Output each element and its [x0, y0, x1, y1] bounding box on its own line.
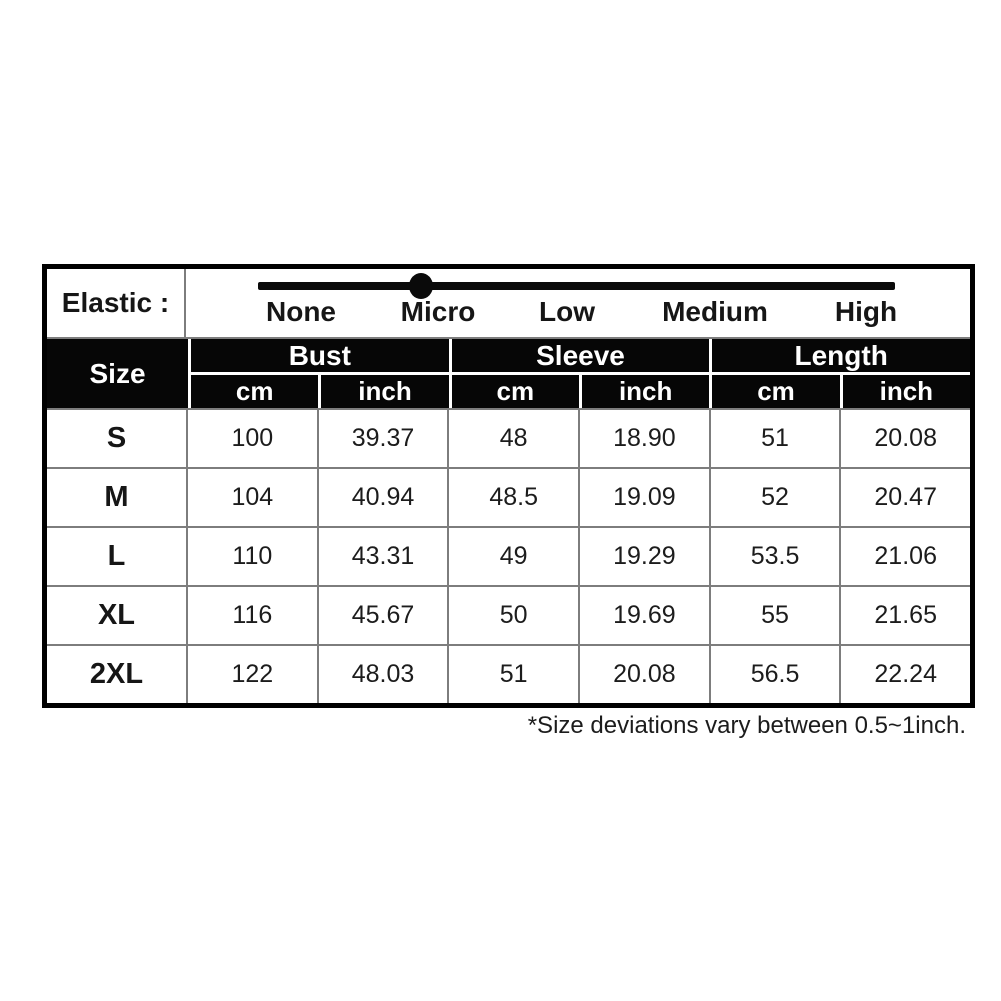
table-row: [47, 644, 970, 703]
value-cell: 19.09: [580, 469, 711, 526]
size-cell: L: [47, 528, 188, 585]
elastic-level-medium: Medium: [662, 296, 768, 327]
elastic-level-low: Low: [539, 296, 595, 327]
footnote: *Size deviations vary between 0.5~1inch.: [527, 712, 966, 739]
elastic-slider: [186, 269, 970, 337]
value-cell: 43.31: [319, 528, 450, 585]
value-cell: 19.29: [580, 528, 711, 585]
value-cell: 22.24: [874, 660, 937, 688]
size-header: Size: [47, 339, 188, 408]
value-cell: 56.5: [711, 646, 842, 703]
elastic-level-micro: Micro: [400, 296, 476, 327]
value-cell: 110: [188, 528, 319, 585]
table-row: [47, 467, 970, 526]
value-cell: 50: [449, 587, 580, 644]
length-header: Length: [712, 339, 970, 372]
value-cell: 48: [449, 410, 580, 467]
value-cell: 21.65: [874, 601, 937, 629]
size-cell: XL: [47, 587, 188, 644]
size-chart-table: [42, 264, 975, 708]
size-cell: M: [47, 469, 188, 526]
unit-header-sleeve-cm: cm: [452, 375, 579, 408]
value-cell: 19.69: [580, 587, 711, 644]
value-cell: 20.47: [874, 483, 937, 511]
slider-track: [258, 282, 895, 290]
value-cell: 45.67: [319, 587, 450, 644]
elastic-level-none: None: [266, 296, 336, 327]
value-cell: 20.08: [580, 646, 711, 703]
size-table-body: [47, 408, 970, 703]
value-cell: 104: [188, 469, 319, 526]
value-cell: 20.08: [874, 424, 937, 452]
sleeve-header: Sleeve: [452, 339, 710, 372]
table-row: [47, 408, 970, 467]
unit-header-length-cm: cm: [712, 375, 839, 408]
value-cell: 48.03: [319, 646, 450, 703]
value-cell: 100: [188, 410, 319, 467]
table-row: [47, 585, 970, 644]
unit-header-sleeve-inch: inch: [582, 375, 709, 408]
value-cell: 39.37: [319, 410, 450, 467]
value-cell: 52: [711, 469, 842, 526]
table-row: [47, 526, 970, 585]
value-cell: 116: [188, 587, 319, 644]
value-cell: 51: [449, 646, 580, 703]
value-cell: 40.94: [319, 469, 450, 526]
bust-header: Bust: [191, 339, 449, 372]
value-cell: 18.90: [580, 410, 711, 467]
value-cell: 55: [711, 587, 842, 644]
value-cell: 48.5: [449, 469, 580, 526]
unit-header-length-inch: inch: [843, 375, 970, 408]
table-header: [47, 339, 970, 408]
value-cell: 53.5: [711, 528, 842, 585]
size-cell: 2XL: [47, 646, 188, 703]
value-cell: 21.06: [874, 542, 937, 570]
unit-header-bust-cm: cm: [191, 375, 318, 408]
unit-header-bust-inch: inch: [321, 375, 448, 408]
elastic-row: [47, 269, 970, 339]
elastic-level-high: High: [834, 296, 898, 327]
size-cell: S: [47, 410, 188, 467]
value-cell: 49: [449, 528, 580, 585]
value-cell: 122: [188, 646, 319, 703]
elastic-label: Elastic :: [47, 269, 186, 337]
value-cell: 51: [711, 410, 842, 467]
